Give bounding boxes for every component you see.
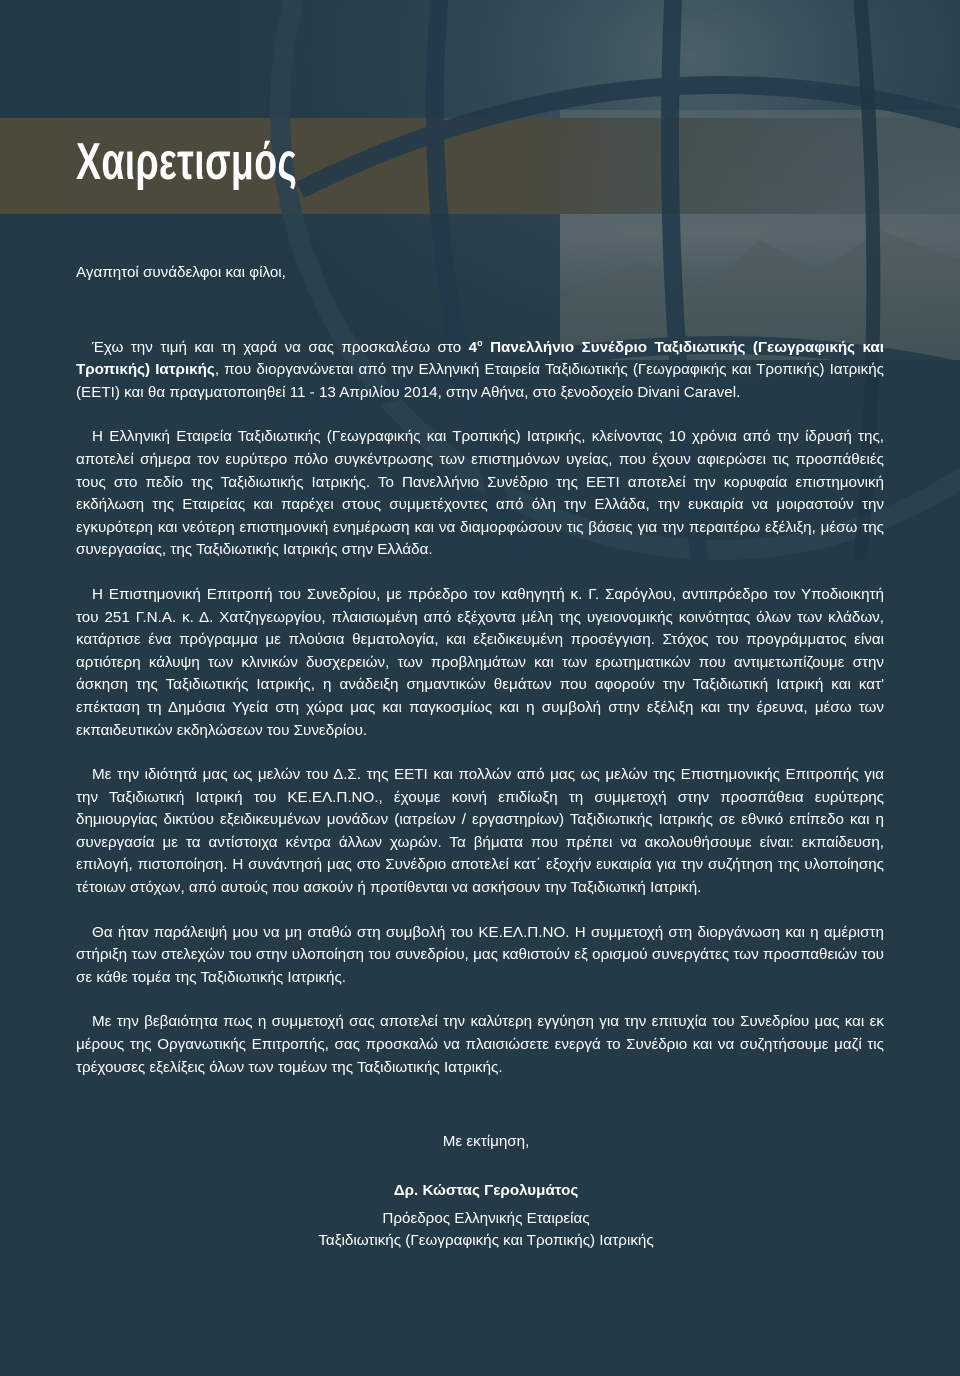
congress-ordinal-suffix: ο <box>477 337 483 348</box>
closing-regards: Με εκτίμηση, <box>442 1133 530 1151</box>
paragraph-keelpno: Θα ήταν παράλειψή μου να μη σταθώ στη συμβολή του ΚΕ.ΕΛ.Π.ΝΟ. Η συμμετοχή στη διοργάνωση και η αμέριστη στήριξη των στελεχών του στην υλοποίηση του συνεδρίου, μας καθιστούν εξ ορισμού συνεργάτες των προσπαθειών του σε κάθε τομέα της Ταξιδιωτικής Ιατρικής. <box>76 923 884 986</box>
paragraph-society: Η Ελληνική Εταιρεία Ταξιδιωτικής (Γεωγραφικής και Τροπικής) Ιατρικής, κλείνοντας 10 χρόνια από την ίδρυσή της, αποτελεί σήμερα τον ευρύτερο πόλο συγκέντρωσης των επιστημόνων υγείας, που έχουν αφιερώσει τις προσπάθειές τους στο πεδίο της Ταξιδιωτικής Ιατρικής. Το Πανελλήνιο Συνέδριο της ΕΕΤΙ αποτελεί την κορυφαία επιστημονική εκδήλωση της Εταιρείας και παρέχει στους συμμετέχοντες από όλη την Ελλάδα, την ευκαιρία να μοιραστούν την εγκυρότερη και νεότερη επιστημονική ενημέρωση και να διαμορφώσουν τις βάσεις για την περαιτέρω εξέλιξη, μέσω της συνεργασίας, της Ταξιδιωτικής Ιατρικής στην Ελλάδα. <box>76 428 884 559</box>
paragraph-invitation-intro: Έχω την τιμή και τη χαρά να σας προσκαλέσω στο <box>92 338 469 356</box>
congress-name: Πανελλήνιο Συνέδριο Ταξιδιωτικής (Γεωγραφικής και Τροπικής) Ιατρικής <box>76 338 884 379</box>
paragraph-committee: Η Επιστημονική Επιτροπή του Συνεδρίου, με πρόεδρο τον καθηγητή κ. Γ. Σαρόγλου, αντιπρόεδρο τον Υποδιοικητή του 251 Γ.Ν.Α. κ. Δ. Χατζηγεωργίου, πλαισιωμένη από εξέχοντα μέλη της υγειονομικής κοινότητας όλων των κλάδων, κατάρτισε ένα πρόγραμμα με πλούσια θεματολογία, και εξειδικευμένη προσέγγιση. Στόχος του προγράμματος είναι αρτιότερη κάλυψη των κλινικών δυσχερειών, των προβλημάτων και των ερωτηματικών που αντιμετωπίζουμε στην άσκηση της Ταξιδιωτικής Ιατρικής, η ανάδειξη σημαντικών θεμάτων που αφορούν την Ταξιδιωτική Ιατρική και κατ' επέκταση τη Δημόσια Υγεία στη χώρα μας και παγκοσμίως και η συμβολή στην εξέλιξη και την έρευνα, μέσω των εκπαιδευτικών εκδηλώσεων του Συνεδρίου. <box>76 585 884 739</box>
signatory-name: Δρ. Κώστας Γερολυμάτος <box>393 1181 579 1199</box>
page-title: Χαιρετισμός <box>76 133 298 191</box>
paragraph-invitation-rest: , που διοργανώνεται από την Ελληνική Εταιρεία Ταξιδιωτικής (Γεωγραφικής και Τροπικής) Ιατρικής (ΕΕΤΙ) και θα πραγματοποιηθεί 11 - 13 Απριλίου 2014, στην Αθήνα, στο ξενοδοχείο Divani Caravel. <box>76 361 884 401</box>
signatory-role-line-2: Ταξιδιωτικής (Γεωγραφικής και Τροπικής) Ιατρικής <box>318 1232 654 1250</box>
paragraph-network: Με την ιδιότητά μας ως μελών του Δ.Σ. της ΕΕΤΙ και πολλών από μας ως μελών της Επιστημονικής Επιτροπής για την Ταξιδιωτική Ιατρική του ΚΕ.ΕΛ.Π.ΝΟ., έχουμε κοινή επιδίωξη τη συμμετοχή στην προσπάθεια ευρύτερης δημιουργίας δικτύου εξειδικευμένων μονάδων (ιατρείων / εργαστηρίων) Ταξιδιωτικής Ιατρικής σε εθνικό επίπεδο και η συνεργασία με τα αντίστοιχα κέντρα άλλων χωρών. Τα βήματα που πρέπει να ακολουθήσουμε είναι: εκπαίδευση, επιλογή, πιστοποίηση. Η συνάντησή μας στο Συνέδριο αποτελεί κατ΄ εξοχήν ευκαιρία για την συζήτηση της υλοποίησης τέτοιων στόχων, από αυτούς που ασκούν ή προτίθενται να ασκήσουν την Ταξιδιωτική Ιατρική. <box>76 766 884 897</box>
congress-ordinal: 4 <box>468 338 478 356</box>
paragraph-invitation <box>76 337 884 405</box>
greeting: Αγαπητοί συνάδελφοι και φίλοι, <box>76 264 286 281</box>
letter-body <box>76 262 884 1252</box>
signatory-role-line-1: Πρόεδρος Ελληνικής Εταιρείας <box>382 1210 590 1228</box>
paragraph-invitation-closing: Με την βεβαιότητα πως η συμμετοχή σας αποτελεί την καλύτερη εγγύηση για την επιτυχία του Συνεδρίου μας και εκ μέρους της Οργανωτικής Επιτροπής, σας προσκαλώ να πλαισιώσετε ενεργά το Συνέδριο και να συζητήσουμε μαζί τις τρέχουσες εξελίξεις όλων των τομέων της Ταξιδιωτικής Ιατρικής. <box>76 1013 884 1076</box>
signature-block <box>76 1131 884 1252</box>
